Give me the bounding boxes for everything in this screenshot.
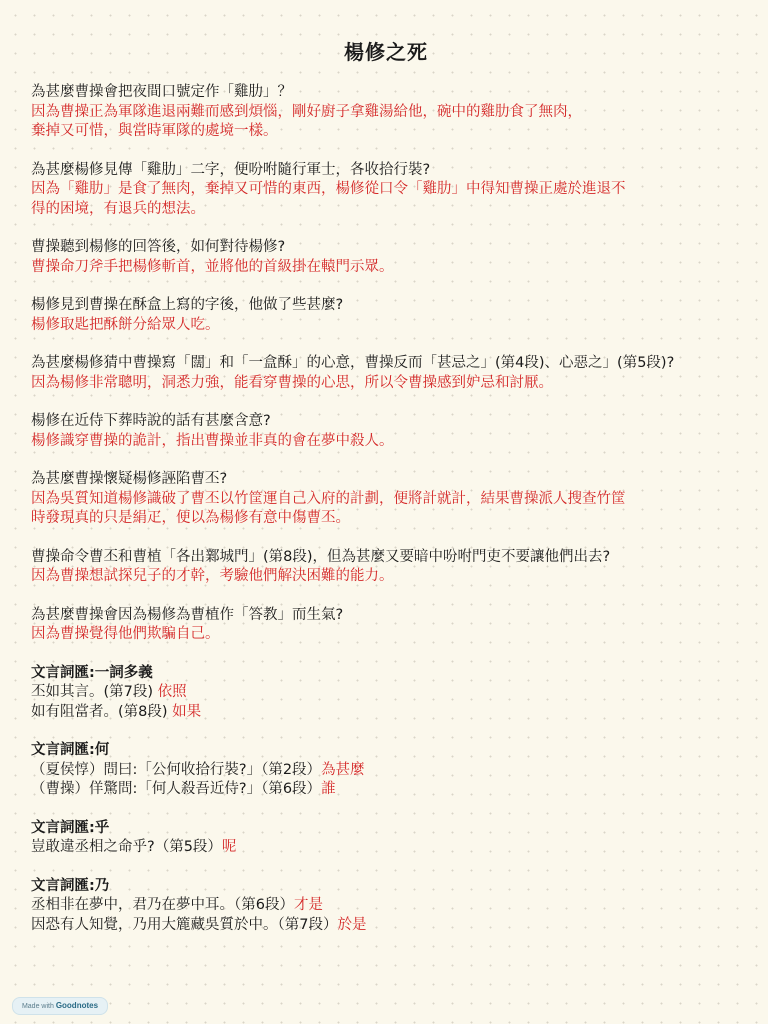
vocab-answer: 為甚麼 [321,761,365,778]
vocab-answer: 呢 [221,839,237,855]
answer-line: 楊修識穿曹操的詭計，指出曹操並非真的會在夢中殺人。 [31,432,394,449]
document-page [31,36,741,954]
goodnotes-watermark [12,997,108,1015]
watermark-brand: Goodnotes [55,1001,99,1010]
page-title: 楊修之死 [344,40,428,64]
vocab-section-4 [31,877,741,936]
vocab-answer: 誰 [321,781,336,797]
question: 楊修在近侍下葬時說的話有甚麼含意? [31,413,271,429]
vocab-heading: 文言詞匯:一詞多義 [31,664,153,681]
qa-item-6 [31,412,741,451]
vocab-sentence: 如有阻當者。(第8段) [31,703,173,720]
qa-item-3 [31,238,741,277]
vocab-line [31,703,741,723]
answer-line: 因為「雞肋」是食了無肉，棄掉又可惜的東西，楊修從口令「雞肋」中得知曹操正處於進退不 [31,181,626,197]
question: 楊修見到曹操在酥盒上寫的字後，他做了些甚麼? [31,297,344,313]
qa-item-9 [31,606,741,645]
vocab-heading: 文言詞匯:乎 [31,819,110,836]
vocab-line [31,896,741,916]
vocab-section-2 [31,741,741,800]
answer-line: 因為曹操想試探兒子的才幹，考驗他們解決困難的能力。 [31,568,394,584]
vocab-sentence: 丕如其言。(第7段) [31,684,158,700]
answer-line: 因為曹操正為軍隊進退兩難而感到煩惱，剛好廚子拿雞湯給他，碗中的雞肋食了無肉， [31,103,582,120]
vocab-line [31,683,741,703]
answer-line: 因為吳質知道楊修識破了曹丕以竹筐運自己入府的計劃，便將計就計，結果曹操派人搜查竹筐 [31,490,626,507]
vocab-heading: 文言詞匯:何 [31,742,110,758]
vocab-line [31,780,741,800]
vocab-section-3 [31,819,741,858]
vocab-answer: 依照 [157,684,187,700]
question: 為甚麼楊修猜中曹操寫「闊」和「一盒酥」的心意，曹操反而「甚忌之」(第4段)、心惡之」(第5段)? [31,355,675,371]
question: 曹操命令曹丕和曹植「各出鄴城門」(第8段)，但為甚麼又要暗中吩咐門吏不要讓他們出去? [31,548,611,565]
vocab-answer: 於是 [337,916,367,933]
vocab-line [31,838,741,858]
vocab-sentence: （曹操）佯驚問:「何人殺吾近侍?」（第6段） [31,781,322,797]
question: 曹操聽到楊修的回答後，如何對待楊修? [31,239,286,255]
vocab-sentence: 豈敢違丞相之命乎?（第5段） [31,839,222,855]
vocab-sentence: 丞相非在夢中，君乃在夢中耳。（第6段） [31,897,294,913]
vocab-answer: 如果 [172,703,202,720]
vocab-heading: 文言詞匯:乃 [31,877,110,894]
qa-item-7 [31,470,741,529]
vocab-sentence: （夏侯惇）問曰:「公何收拾行裝?」（第2段） [31,761,322,778]
vocab-line [31,916,741,936]
answer-line: 楊修取匙把酥餅分給眾人吃。 [31,316,220,333]
answer-line: 棄掉又可惜，與當時軍隊的處境一樣。 [31,123,278,139]
qa-item-2 [31,161,741,220]
question: 為甚麼楊修見傳「雞肋」二字，便吩咐隨行軍士，各收拾行裝? [31,161,431,178]
qa-item-8 [31,548,741,587]
watermark-prefix: Made with [21,1003,54,1010]
vocab-sentence: 因恐有人知覺，乃用大簏藏吳質於中。（第7段） [31,916,338,933]
answer-line: 因為曹操覺得他們欺騙自己。 [31,626,220,642]
qa-item-5 [31,354,741,393]
answer-line: 得的困境，有退兵的想法。 [31,200,205,217]
question: 為甚麼曹操懷疑楊修誣陷曹丕? [31,471,228,487]
answer-line: 因為楊修非常聰明，洞悉力強，能看穿曹操的心思，所以令曹操感到妒忌和討厭。 [31,374,553,391]
answer-line: 時發現真的只是絹疋，便以為楊修有意中傷曹丕。 [31,510,350,526]
question: 為甚麼曹操會把夜間口號定作「雞肋」？ [31,84,292,100]
vocab-section-1 [31,664,741,723]
question: 為甚麼曹操會因為楊修為曹植作「答教」而生氣? [31,606,344,623]
qa-item-1 [31,83,741,142]
answer-line: 曹操命刀斧手把楊修斬首，並將他的首級掛在轅門示眾。 [31,258,394,275]
qa-item-4 [31,296,741,335]
vocab-answer: 才是 [293,897,323,913]
vocab-line [31,761,741,781]
